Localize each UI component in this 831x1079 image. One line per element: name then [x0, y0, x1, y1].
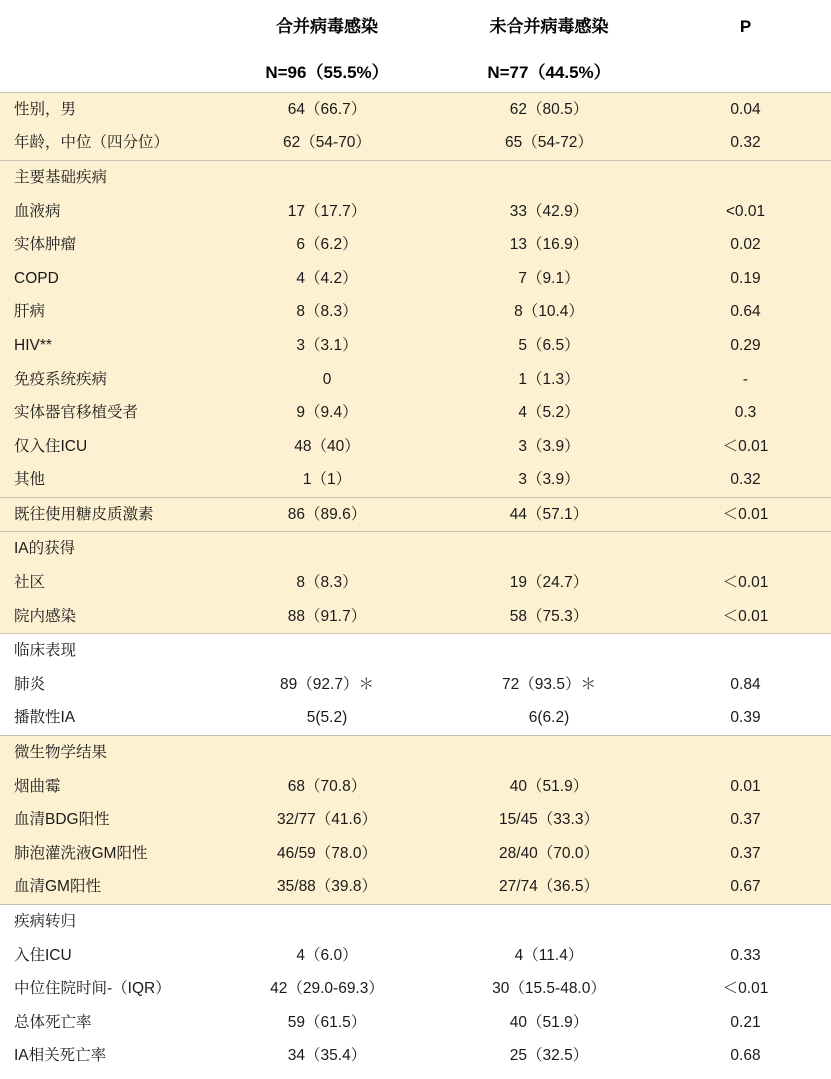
row-value-p: ＜0.01 — [660, 972, 831, 1006]
table-row — [0, 160, 831, 194]
row-value-viral-coinfection: 48（40） — [216, 429, 438, 463]
header-group-no-viral-coinfection: 未合并病毒感染 — [438, 0, 660, 54]
row-label: HIV** — [0, 329, 216, 363]
row-value-viral-coinfection — [216, 160, 438, 194]
table-row — [0, 261, 831, 295]
row-value-viral-coinfection: 3（3.1） — [216, 329, 438, 363]
row-label: 血清GM阳性 — [0, 870, 216, 904]
row-value-p: 0.04 — [660, 92, 831, 126]
header-n-no-viral-coinfection: N=77（44.5%） — [438, 54, 660, 92]
header-n-viral-coinfection: N=96（55.5%） — [216, 54, 438, 92]
table-row — [0, 701, 831, 735]
row-value-p: <0.01 — [660, 194, 831, 228]
header-p-blank — [660, 54, 831, 92]
table-row — [0, 194, 831, 228]
row-value-viral-coinfection: 8（8.3） — [216, 566, 438, 600]
row-value-no-viral-coinfection: 28/40（70.0） — [438, 837, 660, 871]
row-value-viral-coinfection — [216, 634, 438, 668]
row-value-viral-coinfection: 42（29.0-69.3） — [216, 972, 438, 1006]
row-label: 入住ICU — [0, 938, 216, 972]
row-value-viral-coinfection — [216, 735, 438, 769]
row-label: 肝病 — [0, 295, 216, 329]
table-row — [0, 463, 831, 497]
table-row — [0, 668, 831, 702]
row-label: 实体器官移植受者 — [0, 396, 216, 430]
row-value-p: 0.37 — [660, 837, 831, 871]
row-value-viral-coinfection: 68（70.8） — [216, 769, 438, 803]
table-row — [0, 429, 831, 463]
row-label: 主要基础疾病 — [0, 160, 216, 194]
table-header — [0, 0, 831, 92]
row-label: 年龄，中位（四分位） — [0, 126, 216, 160]
table-row — [0, 769, 831, 803]
row-value-viral-coinfection: 86（89.6） — [216, 497, 438, 532]
row-value-p: 0.39 — [660, 701, 831, 735]
row-label: COPD — [0, 261, 216, 295]
row-value-p: 0.33 — [660, 938, 831, 972]
row-value-no-viral-coinfection: 1（1.3） — [438, 362, 660, 396]
header-row-top — [0, 0, 831, 54]
header-p-value: P — [660, 0, 831, 54]
table-row — [0, 1039, 831, 1073]
row-value-no-viral-coinfection: 13（16.9） — [438, 228, 660, 262]
row-value-viral-coinfection — [216, 904, 438, 938]
row-value-no-viral-coinfection — [438, 160, 660, 194]
row-value-p: 0.37 — [660, 803, 831, 837]
table-row — [0, 634, 831, 668]
row-value-p — [660, 532, 831, 566]
row-value-no-viral-coinfection: 8（10.4） — [438, 295, 660, 329]
row-value-viral-coinfection — [216, 532, 438, 566]
row-label: IA相关死亡率 — [0, 1039, 216, 1073]
row-label: 疾病转归 — [0, 904, 216, 938]
row-value-viral-coinfection: 62（54-70） — [216, 126, 438, 160]
row-label: 播散性IA — [0, 701, 216, 735]
row-label: 实体肿瘤 — [0, 228, 216, 262]
row-value-viral-coinfection: 32/77（41.6） — [216, 803, 438, 837]
row-value-viral-coinfection: 5(5.2) — [216, 701, 438, 735]
row-value-viral-coinfection: 1（1） — [216, 463, 438, 497]
row-value-viral-coinfection: 6（6.2） — [216, 228, 438, 262]
row-label: 性别，男 — [0, 92, 216, 126]
row-label: 肺炎 — [0, 668, 216, 702]
row-value-p — [660, 735, 831, 769]
row-value-no-viral-coinfection: 4（5.2） — [438, 396, 660, 430]
row-value-p: ＜0.01 — [660, 566, 831, 600]
row-value-viral-coinfection: 4（6.0） — [216, 938, 438, 972]
table-row — [0, 870, 831, 904]
table-row — [0, 1006, 831, 1040]
table-row — [0, 803, 831, 837]
row-value-p: 0.64 — [660, 295, 831, 329]
row-label: 免疫系统疾病 — [0, 362, 216, 396]
table-row — [0, 362, 831, 396]
table-row — [0, 126, 831, 160]
row-value-no-viral-coinfection: 44（57.1） — [438, 497, 660, 532]
row-value-p — [660, 634, 831, 668]
row-value-no-viral-coinfection: 6(6.2) — [438, 701, 660, 735]
header-label-blank — [0, 0, 216, 54]
row-value-no-viral-coinfection: 3（3.9） — [438, 429, 660, 463]
row-value-p: 0.01 — [660, 769, 831, 803]
row-value-p: ＜0.01 — [660, 497, 831, 532]
row-value-no-viral-coinfection: 15/45（33.3） — [438, 803, 660, 837]
table-row — [0, 295, 831, 329]
row-value-p: - — [660, 362, 831, 396]
table-row — [0, 532, 831, 566]
row-value-no-viral-coinfection: 30（15.5-48.0） — [438, 972, 660, 1006]
row-value-p: 0.29 — [660, 329, 831, 363]
row-value-viral-coinfection: 59（61.5） — [216, 1006, 438, 1040]
row-value-viral-coinfection: 4（4.2） — [216, 261, 438, 295]
row-label: 既往使用糖皮质激素 — [0, 497, 216, 532]
row-value-no-viral-coinfection: 40（51.9） — [438, 769, 660, 803]
row-value-viral-coinfection: 89（92.7）＊ — [216, 668, 438, 702]
row-value-no-viral-coinfection: 19（24.7） — [438, 566, 660, 600]
row-label: 中位住院时间-（IQR） — [0, 972, 216, 1006]
row-label: 血液病 — [0, 194, 216, 228]
header-group-viral-coinfection: 合并病毒感染 — [216, 0, 438, 54]
row-value-p — [660, 160, 831, 194]
row-value-viral-coinfection: 35/88（39.8） — [216, 870, 438, 904]
row-label: 微生物学结果 — [0, 735, 216, 769]
row-value-p: 0.67 — [660, 870, 831, 904]
table-row — [0, 396, 831, 430]
row-value-no-viral-coinfection: 72（93.5）＊ — [438, 668, 660, 702]
row-value-no-viral-coinfection — [438, 904, 660, 938]
row-value-no-viral-coinfection: 4（11.4） — [438, 938, 660, 972]
row-value-p: ＜0.01 — [660, 429, 831, 463]
row-label: 血清BDG阳性 — [0, 803, 216, 837]
table-body — [0, 92, 831, 1073]
row-value-p: 0.3 — [660, 396, 831, 430]
table-row — [0, 599, 831, 633]
row-value-p: 0.19 — [660, 261, 831, 295]
row-value-viral-coinfection: 0 — [216, 362, 438, 396]
row-value-no-viral-coinfection: 40（51.9） — [438, 1006, 660, 1040]
row-value-no-viral-coinfection: 7（9.1） — [438, 261, 660, 295]
row-value-viral-coinfection: 46/59（78.0） — [216, 837, 438, 871]
row-value-no-viral-coinfection — [438, 735, 660, 769]
table-row — [0, 735, 831, 769]
table-row — [0, 329, 831, 363]
row-value-no-viral-coinfection: 3（3.9） — [438, 463, 660, 497]
table-row — [0, 938, 831, 972]
row-value-p: 0.21 — [660, 1006, 831, 1040]
row-value-p: 0.84 — [660, 668, 831, 702]
row-label: 院内感染 — [0, 599, 216, 633]
table-row — [0, 92, 831, 126]
row-value-p: 0.32 — [660, 126, 831, 160]
row-value-p: 0.68 — [660, 1039, 831, 1073]
row-value-viral-coinfection: 8（8.3） — [216, 295, 438, 329]
row-value-viral-coinfection: 9（9.4） — [216, 396, 438, 430]
row-label: 烟曲霉 — [0, 769, 216, 803]
table-row — [0, 837, 831, 871]
row-value-no-viral-coinfection: 25（32.5） — [438, 1039, 660, 1073]
table-row — [0, 228, 831, 262]
table-row — [0, 972, 831, 1006]
header-row-sub — [0, 54, 831, 92]
row-value-no-viral-coinfection — [438, 634, 660, 668]
row-value-viral-coinfection: 64（66.7） — [216, 92, 438, 126]
header-label-blank-sub — [0, 54, 216, 92]
row-value-viral-coinfection: 17（17.7） — [216, 194, 438, 228]
row-value-no-viral-coinfection: 33（42.9） — [438, 194, 660, 228]
row-label: 总体死亡率 — [0, 1006, 216, 1040]
row-label: 其他 — [0, 463, 216, 497]
row-value-p: ＜0.01 — [660, 599, 831, 633]
row-label: 社区 — [0, 566, 216, 600]
row-value-no-viral-coinfection: 58（75.3） — [438, 599, 660, 633]
table-row — [0, 566, 831, 600]
row-label: 临床表现 — [0, 634, 216, 668]
row-label: IA的获得 — [0, 532, 216, 566]
row-value-viral-coinfection: 34（35.4） — [216, 1039, 438, 1073]
table-row — [0, 497, 831, 532]
row-value-no-viral-coinfection: 62（80.5） — [438, 92, 660, 126]
row-value-no-viral-coinfection: 27/74（36.5） — [438, 870, 660, 904]
row-value-no-viral-coinfection — [438, 532, 660, 566]
row-value-viral-coinfection: 88（91.7） — [216, 599, 438, 633]
row-label: 肺泡灌洗液GM阳性 — [0, 837, 216, 871]
row-value-no-viral-coinfection: 5（6.5） — [438, 329, 660, 363]
row-value-no-viral-coinfection: 65（54-72） — [438, 126, 660, 160]
row-value-p: 0.02 — [660, 228, 831, 262]
row-value-p — [660, 904, 831, 938]
row-label: 仅入住ICU — [0, 429, 216, 463]
table-row — [0, 904, 831, 938]
row-value-p: 0.32 — [660, 463, 831, 497]
